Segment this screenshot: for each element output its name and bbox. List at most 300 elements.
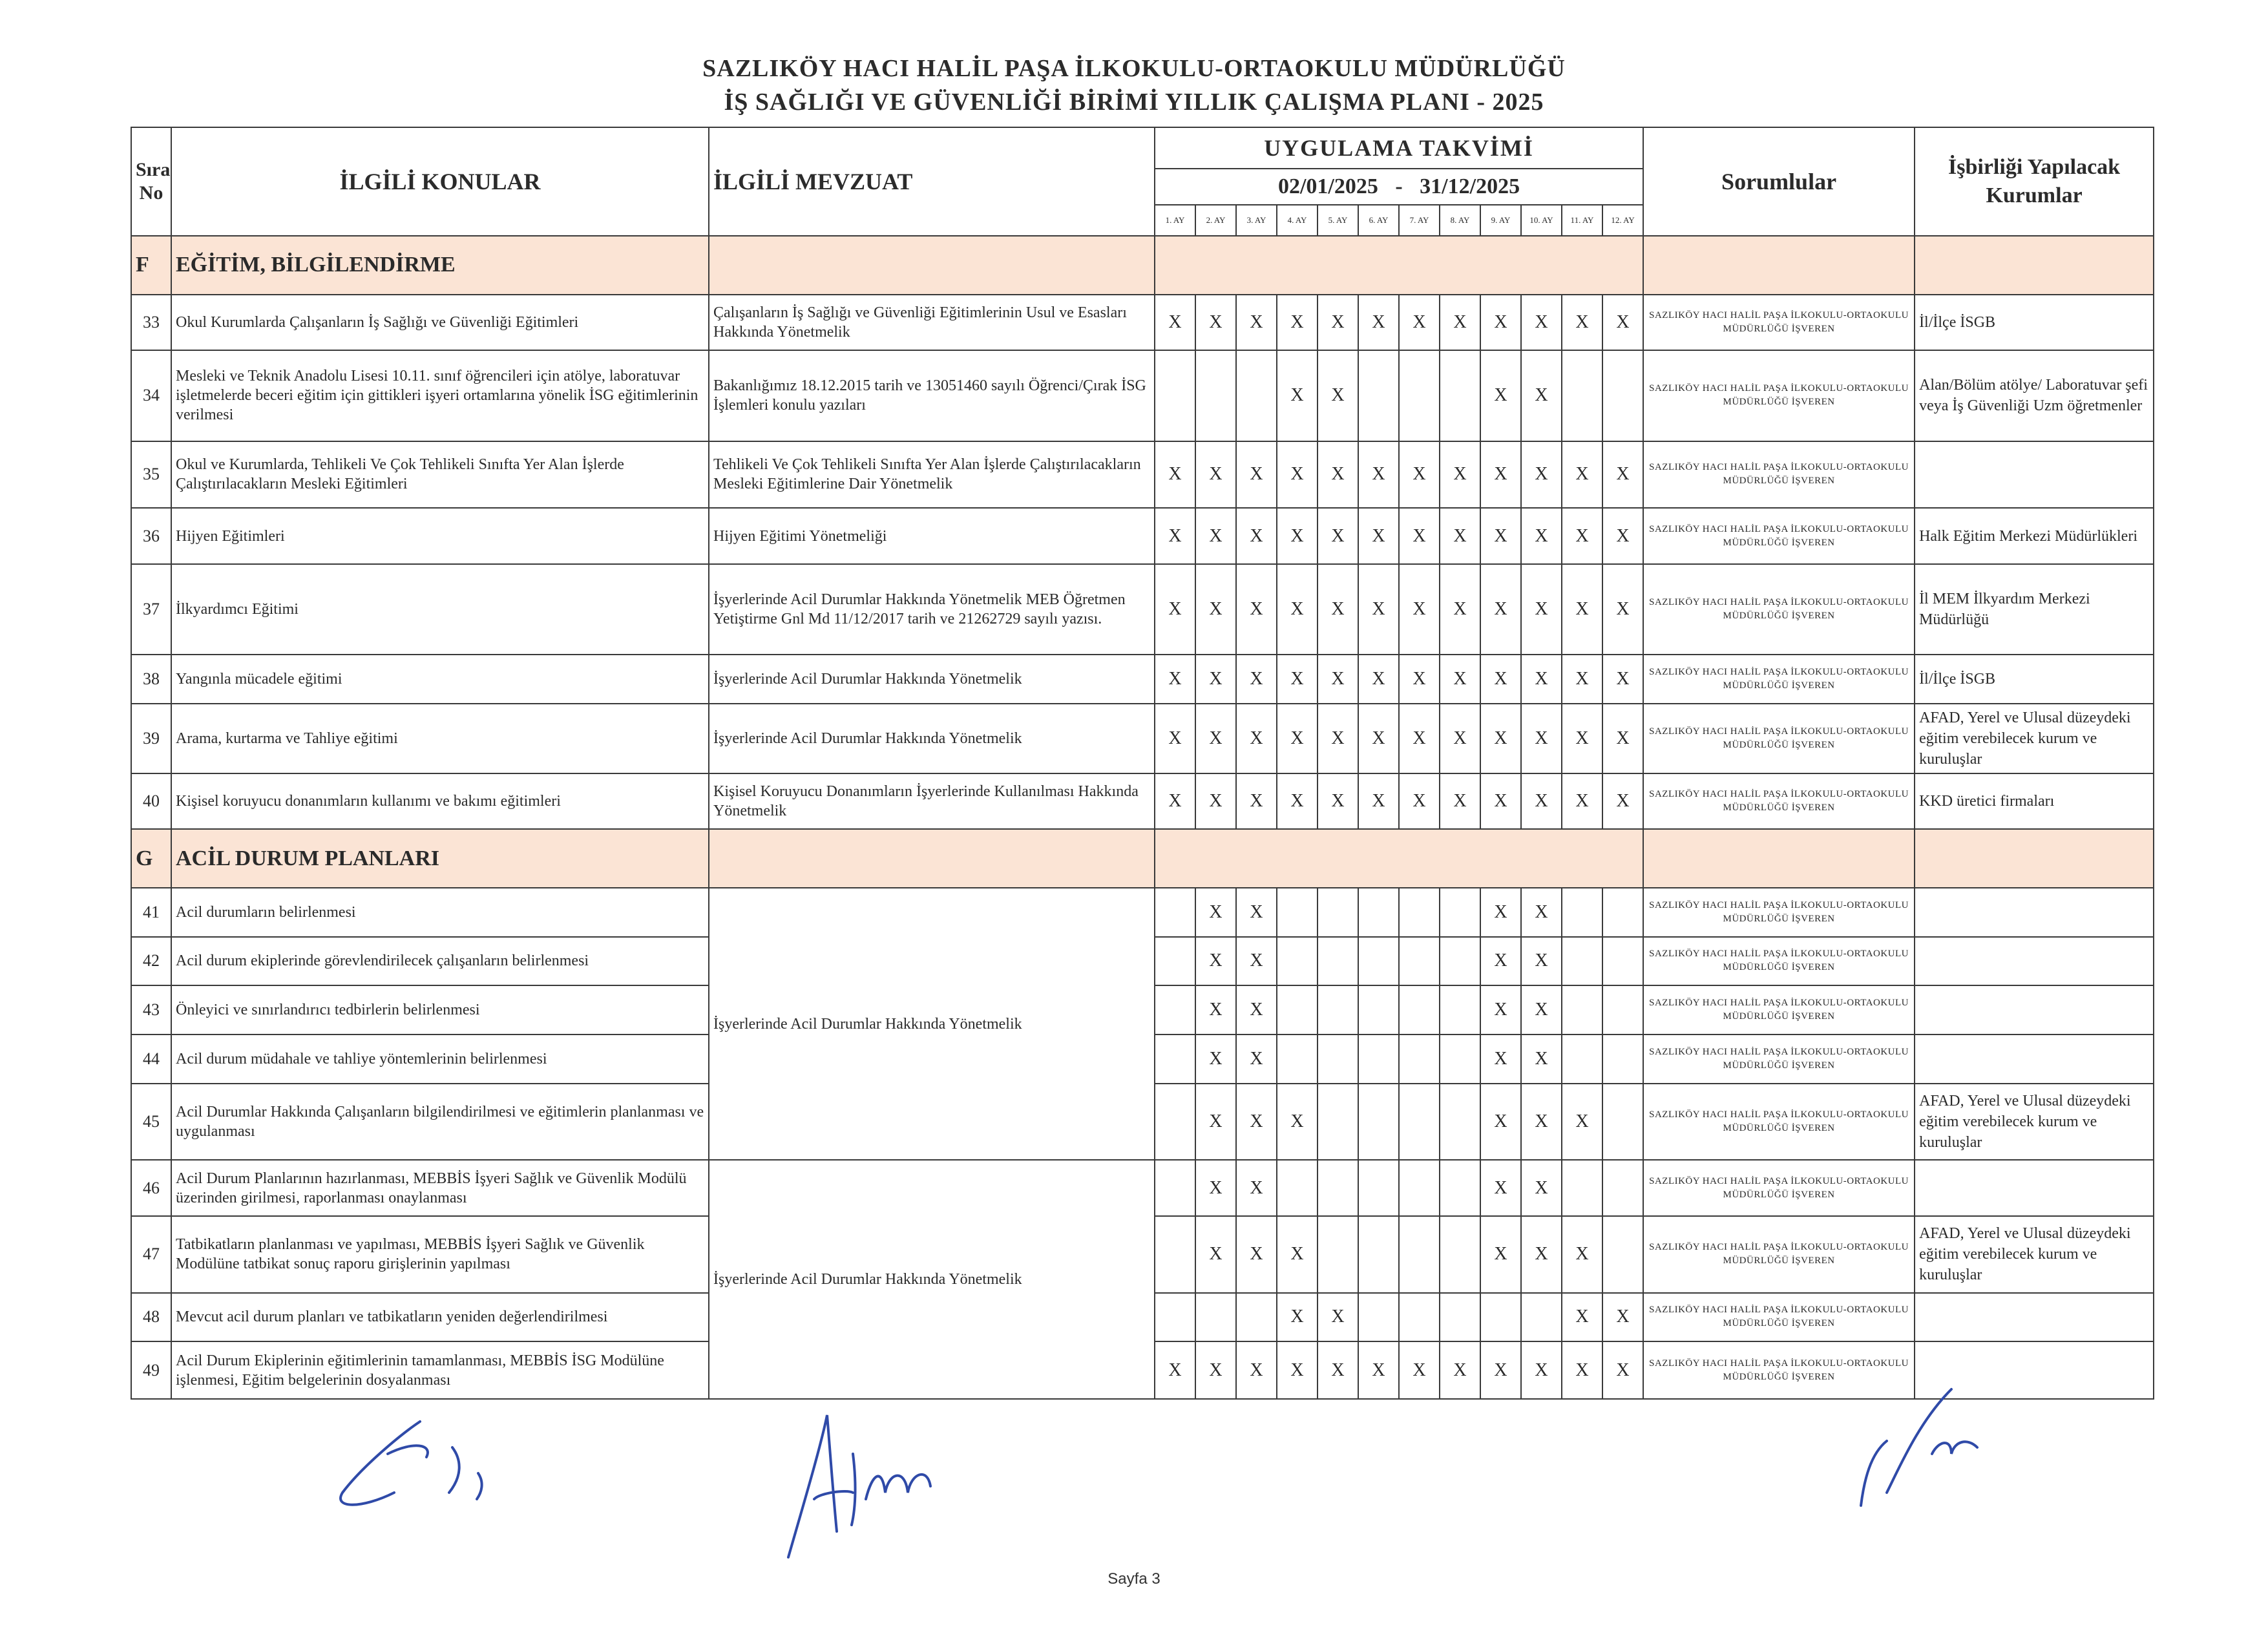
row-responsible: SAZLIKÖY HACI HALİL PAŞA İLKOKULU-ORTAOKULU MÜDÜRLÜĞÜ İŞVEREN [1643, 350, 1915, 441]
row-cooperation [1915, 1293, 2154, 1342]
month-cell: X [1318, 1293, 1358, 1342]
row-number: 34 [131, 350, 171, 441]
month-cell: X [1440, 295, 1480, 350]
signature-left [323, 1396, 504, 1525]
month-cell: X [1195, 508, 1236, 563]
row-topic: Acil Durumlar Hakkında Çalışanların bilgilendirilmesi ve eğitimlerin planlanması ve uygulanması [171, 1084, 709, 1161]
row-responsible: SAZLIKÖY HACI HALİL PAŞA İLKOKULU-ORTAOKULU MÜDÜRLÜĞÜ İŞVEREN [1643, 773, 1915, 829]
row-responsible: SAZLIKÖY HACI HALİL PAŞA İLKOKULU-ORTAOKULU MÜDÜRLÜĞÜ İŞVEREN [1643, 1160, 1915, 1215]
section-row [131, 829, 2154, 888]
plan-body [131, 236, 2154, 1399]
month-cell: X [1602, 1341, 1643, 1399]
row-responsible: SAZLIKÖY HACI HALİL PAŞA İLKOKULU-ORTAOKULU MÜDÜRLÜĞÜ İŞVEREN [1643, 704, 1915, 773]
row-number: 49 [131, 1341, 171, 1399]
month-cell [1358, 1035, 1399, 1084]
row-responsible: SAZLIKÖY HACI HALİL PAŞA İLKOKULU-ORTAOKULU MÜDÜRLÜĞÜ İŞVEREN [1643, 1293, 1915, 1342]
month-cell: X [1318, 704, 1358, 773]
month-cell [1562, 985, 1602, 1035]
month-cell: X [1399, 295, 1440, 350]
month-cell: X [1521, 350, 1562, 441]
month-cell [1155, 1084, 1195, 1161]
month-cell [1399, 350, 1440, 441]
month-cell [1440, 1216, 1480, 1293]
month-cell: X [1602, 441, 1643, 509]
month-cell [1562, 1035, 1602, 1084]
row-regulation: Tehlikeli Ve Çok Tehlikeli Sınıfta Yer Alan İşlerde Çalıştırılacakların Mesleki Eğitimlerine Dair Yönetmelik [709, 441, 1155, 509]
month-cell [1602, 1216, 1643, 1293]
month-cell [1521, 1293, 1562, 1342]
row-cooperation: İl/İlçe İSGB [1915, 655, 2154, 704]
month-cell: X [1277, 350, 1318, 441]
month-cell: X [1521, 1035, 1562, 1084]
month-cell: X [1195, 564, 1236, 655]
month-cell: X [1440, 441, 1480, 509]
month-cell [1277, 985, 1318, 1035]
month-cell [1318, 888, 1358, 937]
month-cell: X [1440, 655, 1480, 704]
month-cell: X [1155, 295, 1195, 350]
signature-right [1848, 1383, 2016, 1512]
month-cell: X [1236, 1084, 1277, 1161]
row-cooperation [1915, 1160, 2154, 1215]
month-cell: X [1562, 295, 1602, 350]
month-cell [1358, 1084, 1399, 1161]
month-cell: X [1236, 1160, 1277, 1215]
row-number: 33 [131, 295, 171, 350]
month-cell: X [1480, 1341, 1521, 1399]
section-title: ACİL DURUM PLANLARI [171, 829, 709, 888]
section-empty-isbirligi [1915, 236, 2154, 295]
row-responsible: SAZLIKÖY HACI HALİL PAŞA İLKOKULU-ORTAOKULU MÜDÜRLÜĞÜ İŞVEREN [1643, 295, 1915, 350]
month-cell: X [1236, 773, 1277, 829]
month-cell [1440, 1293, 1480, 1342]
row-responsible: SAZLIKÖY HACI HALİL PAŞA İLKOKULU-ORTAOKULU MÜDÜRLÜĞÜ İŞVEREN [1643, 1035, 1915, 1084]
month-cell: X [1480, 985, 1521, 1035]
table-row [131, 350, 2154, 441]
header-sira-line1: Sıra [136, 159, 171, 180]
month-cell: X [1480, 937, 1521, 986]
month-cell: X [1277, 1341, 1318, 1399]
month-cell [1358, 888, 1399, 937]
month-cell: X [1236, 937, 1277, 986]
month-header: 5. AY [1318, 205, 1358, 236]
section-empty-months [1155, 829, 1643, 888]
month-cell: X [1155, 655, 1195, 704]
month-header: 2. AY [1195, 205, 1236, 236]
section-title: EĞİTİM, BİLGİLENDİRME [171, 236, 709, 295]
month-cell: X [1521, 937, 1562, 986]
school-title: SAZLIKÖY HACI HALİL PAŞA İLKOKULU-ORTAOKULU MÜDÜRLÜĞÜ [702, 55, 1566, 82]
month-cell [1358, 1160, 1399, 1215]
month-cell [1399, 1035, 1440, 1084]
row-topic: Mevcut acil durum planları ve tatbikatların yeniden değerlendirilmesi [171, 1293, 709, 1342]
row-cooperation [1915, 888, 2154, 937]
month-header: 7. AY [1399, 205, 1440, 236]
month-cell: X [1277, 1084, 1318, 1161]
header-sorumlular: Sorumlular [1643, 127, 1915, 236]
month-cell: X [1440, 704, 1480, 773]
header-mevzuat: İLGİLİ MEVZUAT [709, 127, 1155, 236]
row-number: 42 [131, 937, 171, 986]
month-cell: X [1562, 773, 1602, 829]
month-cell: X [1236, 655, 1277, 704]
section-empty-sorumlu [1643, 829, 1915, 888]
month-cell: X [1277, 295, 1318, 350]
month-cell [1440, 1035, 1480, 1084]
month-cell: X [1195, 773, 1236, 829]
month-cell [1236, 350, 1277, 441]
month-cell [1480, 1293, 1521, 1342]
section-code: G [131, 829, 171, 888]
month-cell [1399, 1293, 1440, 1342]
row-topic: Acil durum müdahale ve tahliye yöntemlerinin belirlenmesi [171, 1035, 709, 1084]
month-cell [1440, 937, 1480, 986]
month-cell: X [1155, 508, 1195, 563]
month-cell: X [1277, 1216, 1318, 1293]
row-responsible: SAZLIKÖY HACI HALİL PAŞA İLKOKULU-ORTAOKULU MÜDÜRLÜĞÜ İŞVEREN [1643, 1341, 1915, 1399]
month-cell: X [1480, 888, 1521, 937]
row-topic: Acil durumların belirlenmesi [171, 888, 709, 937]
month-cell: X [1236, 704, 1277, 773]
month-cell: X [1480, 655, 1521, 704]
table-row [131, 295, 2154, 350]
month-cell: X [1562, 704, 1602, 773]
row-cooperation: Alan/Bölüm atölye/ Laboratuvar şefi veya İş Güvenliği Uzm öğretmenler [1915, 350, 2154, 441]
month-cell: X [1277, 441, 1318, 509]
row-cooperation [1915, 441, 2154, 509]
section-empty-months [1155, 236, 1643, 295]
merged-regulation: İşyerlerinde Acil Durumlar Hakkında Yönetmelik [709, 888, 1155, 1160]
row-topic: Önleyici ve sınırlandırıcı tedbirlerin belirlenmesi [171, 985, 709, 1035]
row-cooperation [1915, 937, 2154, 986]
month-cell [1602, 1084, 1643, 1161]
row-cooperation: AFAD, Yerel ve Ulusal düzeydeki eğitim verebilecek kurum ve kuruluşlar [1915, 1216, 2154, 1293]
section-row [131, 236, 2154, 295]
section-empty-isbirligi [1915, 829, 2154, 888]
table-row [131, 1160, 2154, 1215]
row-number: 36 [131, 508, 171, 563]
month-cell: X [1480, 1035, 1521, 1084]
row-responsible: SAZLIKÖY HACI HALİL PAŞA İLKOKULU-ORTAOKULU MÜDÜRLÜĞÜ İŞVEREN [1643, 985, 1915, 1035]
month-cell [1358, 350, 1399, 441]
month-cell [1358, 985, 1399, 1035]
table-row [131, 508, 2154, 563]
header-konular: İLGİLİ KONULAR [171, 127, 709, 236]
month-cell: X [1277, 655, 1318, 704]
month-cell: X [1602, 655, 1643, 704]
row-responsible: SAZLIKÖY HACI HALİL PAŞA İLKOKULU-ORTAOKULU MÜDÜRLÜĞÜ İŞVEREN [1643, 655, 1915, 704]
row-responsible: SAZLIKÖY HACI HALİL PAŞA İLKOKULU-ORTAOKULU MÜDÜRLÜĞÜ İŞVEREN [1643, 564, 1915, 655]
month-cell [1155, 888, 1195, 937]
month-cell: X [1236, 1035, 1277, 1084]
row-number: 35 [131, 441, 171, 509]
month-cell: X [1358, 704, 1399, 773]
month-cell: X [1358, 773, 1399, 829]
row-cooperation: Halk Eğitim Merkezi Müdürlükleri [1915, 508, 2154, 563]
month-cell: X [1399, 1341, 1440, 1399]
header-isbirligi: İşbirliği Yapılacak Kurumlar [1915, 127, 2154, 236]
month-cell: X [1277, 508, 1318, 563]
month-cell [1318, 1084, 1358, 1161]
month-cell: X [1195, 937, 1236, 986]
month-cell: X [1480, 773, 1521, 829]
month-cell [1318, 937, 1358, 986]
month-cell: X [1521, 441, 1562, 509]
month-cell [1562, 888, 1602, 937]
month-cell: X [1602, 1293, 1643, 1342]
month-cell [1399, 937, 1440, 986]
month-cell [1358, 937, 1399, 986]
month-cell: X [1318, 773, 1358, 829]
month-cell [1277, 888, 1318, 937]
month-cell: X [1195, 655, 1236, 704]
month-cell: X [1195, 888, 1236, 937]
row-number: 46 [131, 1160, 171, 1215]
month-header: 8. AY [1440, 205, 1480, 236]
month-cell: X [1562, 508, 1602, 563]
month-cell: X [1155, 773, 1195, 829]
month-header: 9. AY [1480, 205, 1521, 236]
month-cell: X [1358, 564, 1399, 655]
month-cell [1277, 937, 1318, 986]
row-number: 45 [131, 1084, 171, 1161]
month-cell: X [1521, 655, 1562, 704]
month-cell: X [1358, 655, 1399, 704]
month-cell [1318, 1216, 1358, 1293]
month-header: 3. AY [1236, 205, 1277, 236]
month-header: 10. AY [1521, 205, 1562, 236]
month-cell: X [1521, 704, 1562, 773]
merged-regulation: İşyerlerinde Acil Durumlar Hakkında Yönetmelik [709, 1160, 1155, 1399]
month-cell [1155, 1035, 1195, 1084]
month-cell: X [1399, 655, 1440, 704]
month-header: 4. AY [1277, 205, 1318, 236]
row-responsible: SAZLIKÖY HACI HALİL PAŞA İLKOKULU-ORTAOKULU MÜDÜRLÜĞÜ İŞVEREN [1643, 1216, 1915, 1293]
month-cell: X [1236, 1216, 1277, 1293]
row-number: 47 [131, 1216, 171, 1293]
month-cell: X [1602, 773, 1643, 829]
table-row [131, 441, 2154, 509]
month-cell: X [1440, 773, 1480, 829]
month-cell: X [1521, 564, 1562, 655]
month-cell: X [1521, 888, 1562, 937]
month-cell [1602, 985, 1643, 1035]
month-cell [1440, 1160, 1480, 1215]
document-header [0, 52, 2268, 119]
month-cell: X [1562, 1216, 1602, 1293]
row-cooperation: KKD üretici firmaları [1915, 773, 2154, 829]
month-cell: X [1195, 1160, 1236, 1215]
month-cell: X [1480, 350, 1521, 441]
month-cell: X [1195, 1084, 1236, 1161]
row-responsible: SAZLIKÖY HACI HALİL PAŞA İLKOKULU-ORTAOKULU MÜDÜRLÜĞÜ İŞVEREN [1643, 1084, 1915, 1161]
row-topic: Arama, kurtarma ve Tahliye eğitimi [171, 704, 709, 773]
month-cell: X [1480, 564, 1521, 655]
month-cell: X [1318, 350, 1358, 441]
row-topic: Tatbikatların planlanması ve yapılması, MEBBİS İşyeri Sağlık ve Güvenlik Modülüne tatbikat sonuç raporu girişlerinin yapılması [171, 1216, 709, 1293]
month-cell [1318, 1160, 1358, 1215]
month-cell: X [1562, 1084, 1602, 1161]
month-cell: X [1399, 704, 1440, 773]
row-regulation: Hijyen Eğitimi Yönetmeliği [709, 508, 1155, 563]
row-regulation: İşyerlerinde Acil Durumlar Hakkında Yönetmelik [709, 704, 1155, 773]
month-cell: X [1602, 295, 1643, 350]
month-cell: X [1277, 704, 1318, 773]
row-responsible: SAZLIKÖY HACI HALİL PAŞA İLKOKULU-ORTAOKULU MÜDÜRLÜĞÜ İŞVEREN [1643, 508, 1915, 563]
row-topic: Hijyen Eğitimleri [171, 508, 709, 563]
month-cell: X [1521, 508, 1562, 563]
month-cell [1277, 1035, 1318, 1084]
month-cell [1562, 937, 1602, 986]
row-number: 39 [131, 704, 171, 773]
section-empty-mevzuat [709, 829, 1155, 888]
month-cell [1358, 1293, 1399, 1342]
month-cell: X [1521, 985, 1562, 1035]
month-cell: X [1195, 295, 1236, 350]
plan-title: İŞ SAĞLIĞI VE GÜVENLİĞİ BİRİMİ YILLIK ÇALIŞMA PLANI - 2025 [724, 89, 1544, 116]
month-cell: X [1562, 655, 1602, 704]
section-empty-sorumlu [1643, 236, 1915, 295]
month-cell [1602, 350, 1643, 441]
month-cell: X [1358, 295, 1399, 350]
month-cell: X [1358, 508, 1399, 563]
month-cell: X [1358, 441, 1399, 509]
month-cell: X [1480, 295, 1521, 350]
month-cell: X [1195, 985, 1236, 1035]
row-regulation: Çalışanların İş Sağlığı ve Güvenliği Eğitimlerinin Usul ve Esasları Hakkında Yönetmelik [709, 295, 1155, 350]
table-row [131, 773, 2154, 829]
row-cooperation: AFAD, Yerel ve Ulusal düzeydeki eğitim verebilecek kurum ve kuruluşlar [1915, 704, 2154, 773]
row-topic: Kişisel koruyucu donanımların kullanımı ve bakımı eğitimleri [171, 773, 709, 829]
row-regulation: Bakanlığımız 18.12.2015 tarih ve 13051460 sayılı Öğrenci/Çırak İSG İşlemleri konulu yazıları [709, 350, 1155, 441]
row-topic: Mesleki ve Teknik Anadolu Lisesi 10.11. sınıf öğrencileri için atölye, laboratuvar işletmelerde beceri eğitim için gittikleri işyeri ortamlarına yönelik İSG eğitimlerinin verilmesi [171, 350, 709, 441]
row-topic: Okul Kurumlarda Çalışanların İş Sağlığı ve Güvenliği Eğitimleri [171, 295, 709, 350]
row-topic: Yangınla mücadele eğitimi [171, 655, 709, 704]
row-topic: Okul ve Kurumlarda, Tehlikeli Ve Çok Tehlikeli Sınıfta Yer Alan İşlerde Çalıştırılacakların Mesleki Eğitimleri [171, 441, 709, 509]
month-cell [1602, 1035, 1643, 1084]
month-cell: X [1236, 508, 1277, 563]
month-cell: X [1358, 1341, 1399, 1399]
page-number: Sayfa 3 [1108, 1570, 1160, 1588]
month-cell: X [1480, 1160, 1521, 1215]
month-cell: X [1440, 508, 1480, 563]
month-cell: X [1602, 704, 1643, 773]
month-cell: X [1318, 655, 1358, 704]
table-row [131, 564, 2154, 655]
work-plan-table [131, 127, 2154, 1400]
month-cell: X [1277, 773, 1318, 829]
month-cell: X [1602, 564, 1643, 655]
month-cell [1440, 350, 1480, 441]
month-cell: X [1521, 1341, 1562, 1399]
month-cell [1440, 1084, 1480, 1161]
month-cell: X [1562, 1341, 1602, 1399]
month-cell: X [1155, 564, 1195, 655]
month-cell: X [1318, 564, 1358, 655]
month-cell [1440, 888, 1480, 937]
month-cell: X [1399, 508, 1440, 563]
month-cell: X [1236, 295, 1277, 350]
section-empty-mevzuat [709, 236, 1155, 295]
month-cell [1155, 1293, 1195, 1342]
month-cell: X [1521, 1160, 1562, 1215]
row-topic: Acil durum ekiplerinde görevlendirilecek çalışanların belirlenmesi [171, 937, 709, 986]
table-row [131, 655, 2154, 704]
month-cell: X [1155, 441, 1195, 509]
month-cell: X [1480, 508, 1521, 563]
month-cell [1602, 1160, 1643, 1215]
month-cell [1155, 1216, 1195, 1293]
row-cooperation: İl/İlçe İSGB [1915, 295, 2154, 350]
month-cell [1155, 350, 1195, 441]
month-cell: X [1399, 441, 1440, 509]
row-cooperation: İl MEM İlkyardım Merkezi Müdürlüğü [1915, 564, 2154, 655]
month-cell: X [1440, 1341, 1480, 1399]
month-cell [1195, 350, 1236, 441]
month-cell: X [1399, 564, 1440, 655]
month-cell [1318, 985, 1358, 1035]
header-sira [131, 127, 171, 236]
header-sira-line2: No [139, 182, 163, 204]
month-cell [1277, 1160, 1318, 1215]
month-cell [1562, 1160, 1602, 1215]
signature-middle [775, 1402, 956, 1570]
row-cooperation [1915, 985, 2154, 1035]
month-cell: X [1155, 704, 1195, 773]
month-cell [1399, 1216, 1440, 1293]
month-cell: X [1195, 1216, 1236, 1293]
month-cell: X [1195, 1341, 1236, 1399]
month-cell [1399, 1160, 1440, 1215]
section-code: F [131, 236, 171, 295]
month-cell: X [1480, 441, 1521, 509]
row-number: 41 [131, 888, 171, 937]
row-responsible: SAZLIKÖY HACI HALİL PAŞA İLKOKULU-ORTAOKULU MÜDÜRLÜĞÜ İŞVEREN [1643, 937, 1915, 986]
month-cell: X [1318, 441, 1358, 509]
month-cell: X [1277, 564, 1318, 655]
row-responsible: SAZLIKÖY HACI HALİL PAŞA İLKOKULU-ORTAOKULU MÜDÜRLÜĞÜ İŞVEREN [1643, 441, 1915, 509]
month-cell: X [1236, 985, 1277, 1035]
row-responsible: SAZLIKÖY HACI HALİL PAŞA İLKOKULU-ORTAOKULU MÜDÜRLÜĞÜ İŞVEREN [1643, 888, 1915, 937]
month-cell [1195, 1293, 1236, 1342]
row-regulation: İşyerlerinde Acil Durumlar Hakkında Yönetmelik MEB Öğretmen Yetiştirme Gnl Md 11/12/2017 tarih ve 21262729 sayılı yazısı. [709, 564, 1155, 655]
month-cell: X [1236, 1341, 1277, 1399]
month-cell [1155, 1160, 1195, 1215]
row-number: 40 [131, 773, 171, 829]
row-topic: Acil Durum Ekiplerinin eğitimlerinin tamamlanması, MEBBİS İSG Modülüne işlenmesi, Eğitim belgelerinin dosyalanması [171, 1341, 709, 1399]
month-cell: X [1562, 441, 1602, 509]
month-header: 1. AY [1155, 205, 1195, 236]
month-cell [1399, 888, 1440, 937]
row-number: 38 [131, 655, 171, 704]
month-cell [1602, 937, 1643, 986]
month-header: 12. AY [1602, 205, 1643, 236]
month-cell: X [1521, 1216, 1562, 1293]
row-number: 43 [131, 985, 171, 1035]
month-cell [1440, 985, 1480, 1035]
month-cell: X [1195, 704, 1236, 773]
month-cell [1318, 1035, 1358, 1084]
month-cell: X [1155, 1341, 1195, 1399]
row-number: 37 [131, 564, 171, 655]
month-cell: X [1318, 295, 1358, 350]
header-uygulama: UYGULAMA TAKVİMİ [1155, 127, 1643, 169]
month-cell: X [1318, 1341, 1358, 1399]
month-cell: X [1440, 564, 1480, 655]
month-cell [1155, 937, 1195, 986]
month-cell: X [1195, 441, 1236, 509]
month-cell [1155, 985, 1195, 1035]
